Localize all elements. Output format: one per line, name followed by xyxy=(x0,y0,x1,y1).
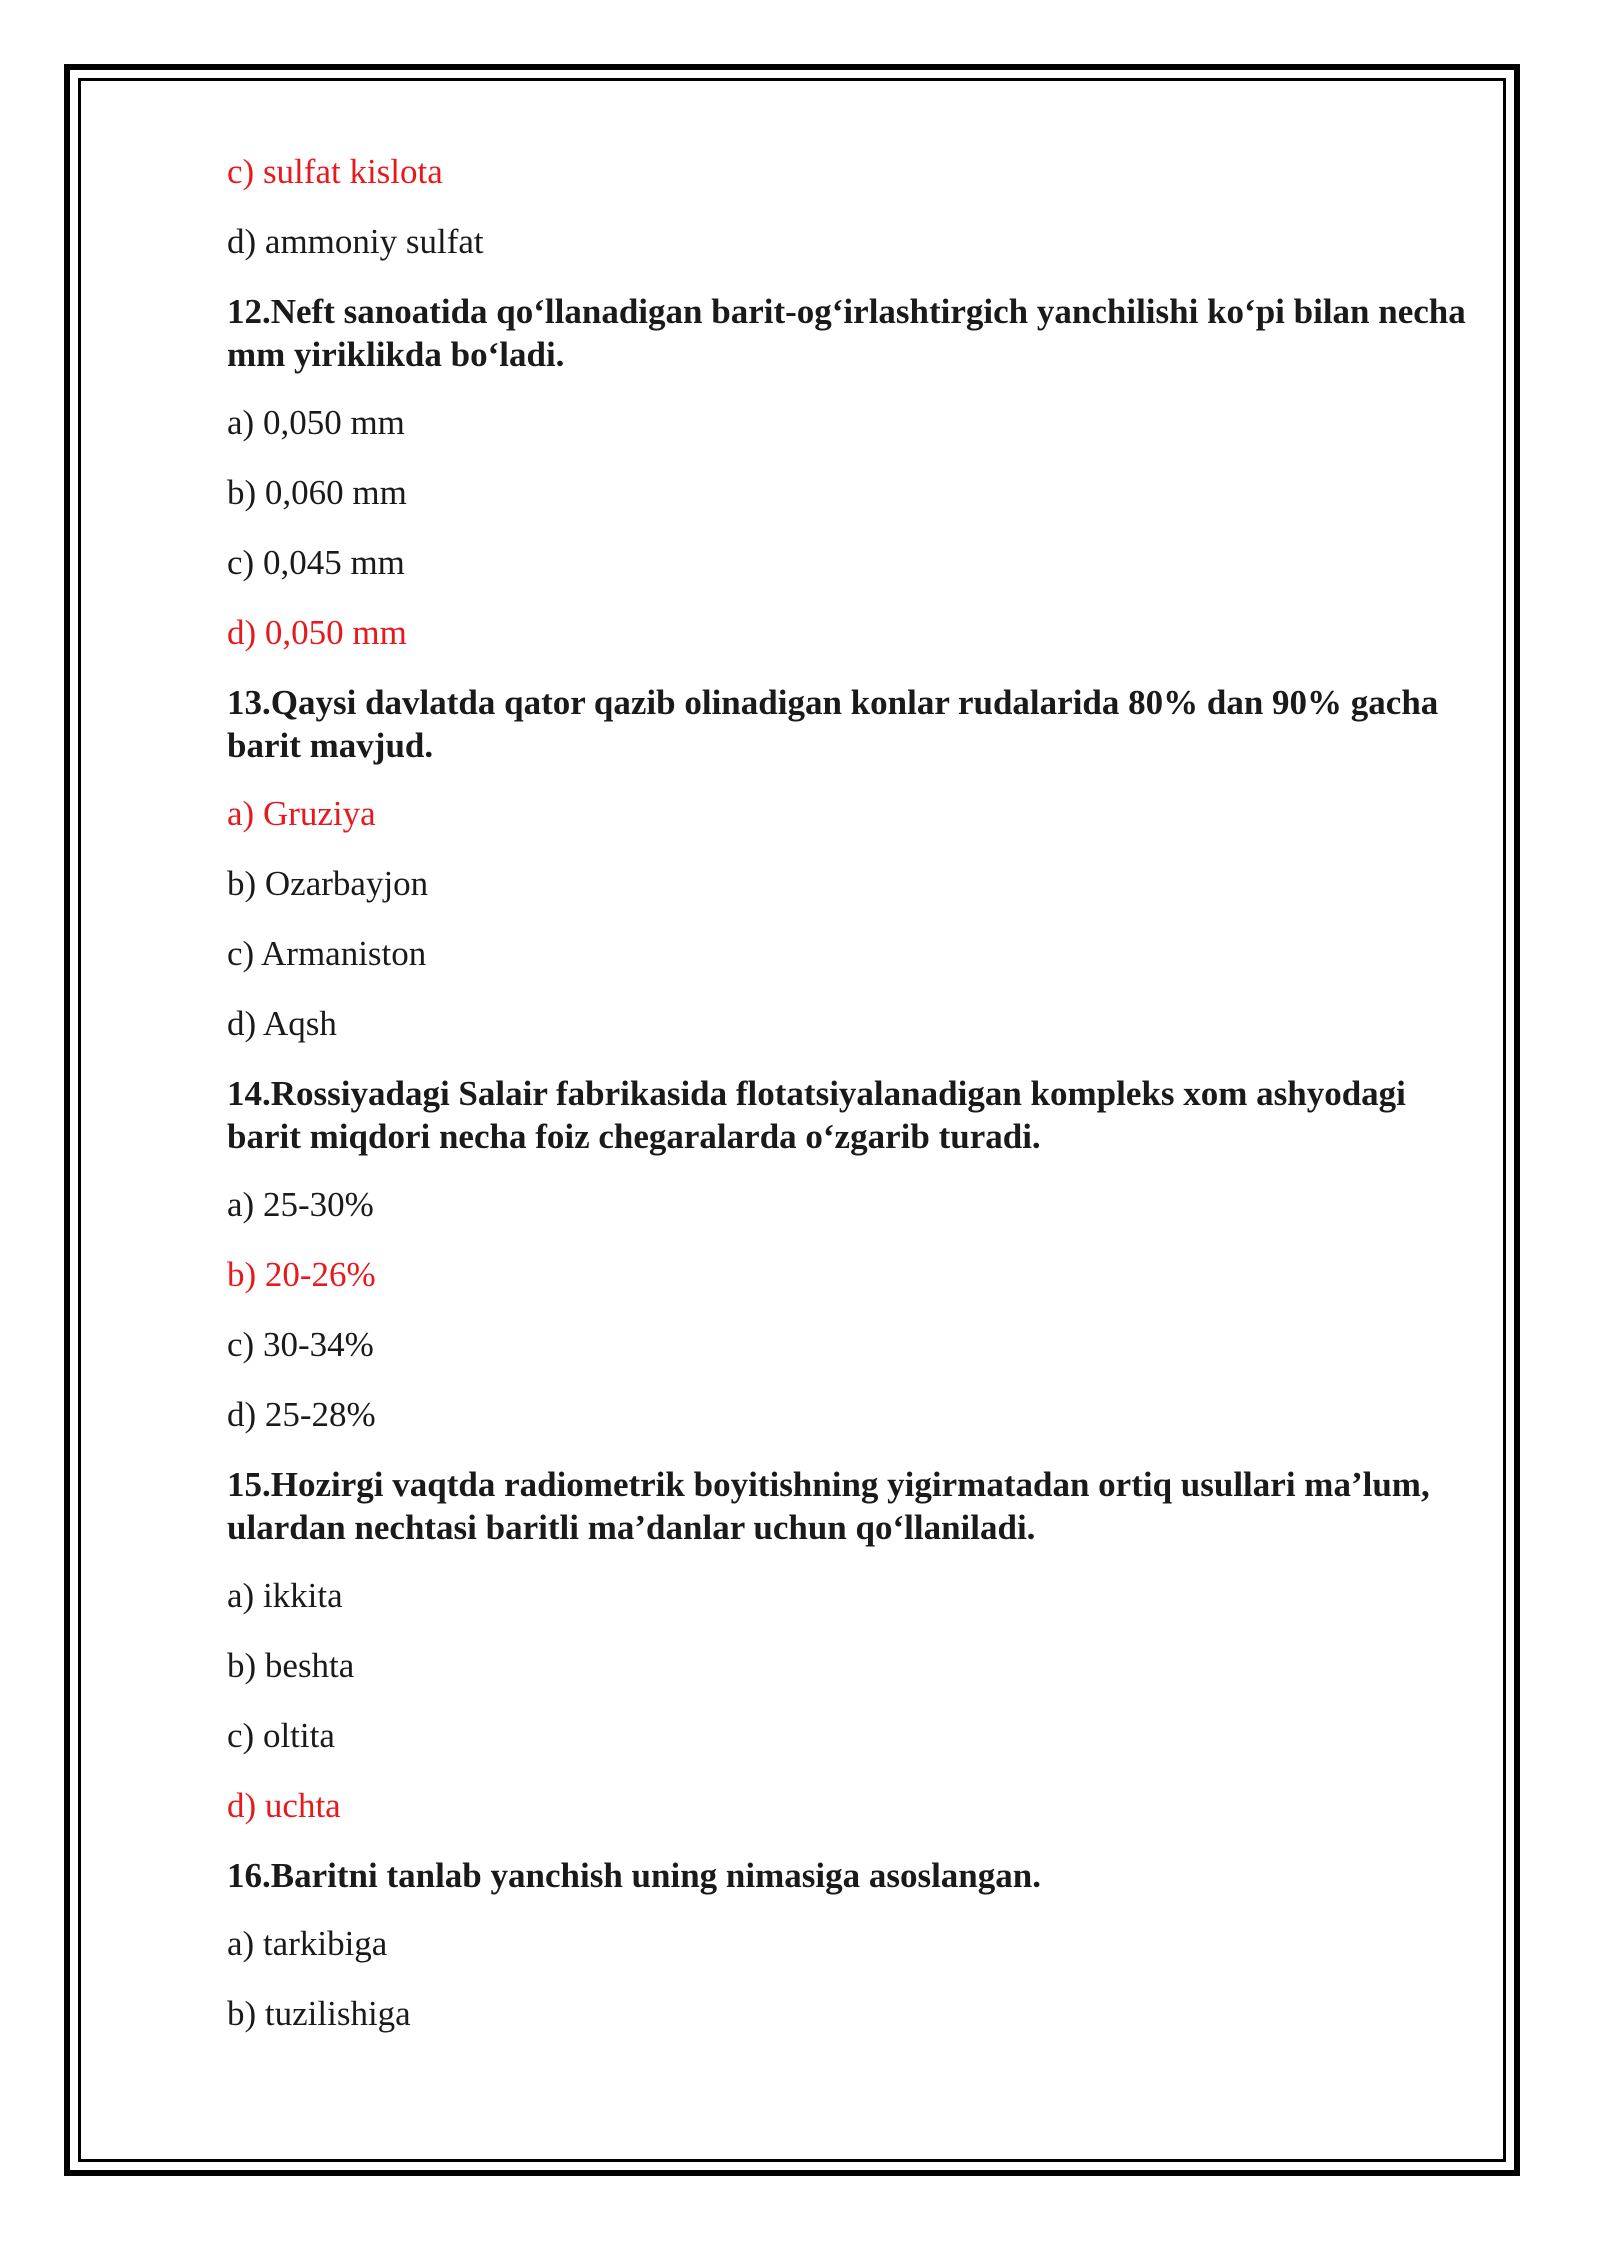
answer-option: d) 25-28% xyxy=(227,1395,376,1434)
question-15: 15.Hozirgi vaqtda radiometrik boyitishning yigirmatadan ortiq usullari ma’lum, ulardan nechtasi baritli ma’danlar uchun qo‘llaniladi. xyxy=(227,1465,1430,1547)
answer-option: d) ammoniy sulfat xyxy=(227,222,484,261)
answer-option: a) ikkita xyxy=(227,1576,343,1615)
answer-option: b) Ozarbayjon xyxy=(227,864,429,903)
answer-option: c) sulfat kislota xyxy=(227,152,443,191)
question-12: 12.Neft sanoatida qo‘llanadigan barit-og‘irlashtirgich yanchilishi ko‘pi bilan necha mm yiriklikda bo‘ladi. xyxy=(227,292,1466,374)
question-16: 16.Baritni tanlab yanchish uning nimasiga asoslangan. xyxy=(227,1856,1041,1895)
answer-option-correct: a) Gruziya xyxy=(227,794,376,833)
question-14: 14.Rossiyadagi Salair fabrikasida flotatsiyalanadigan kompleks xom ashyodagi barit miqdori necha foiz chegaralarda o‘zgarib turadi. xyxy=(227,1074,1406,1156)
answer-option: d) Aqsh xyxy=(227,1004,337,1043)
answer-option-correct: b) 20-26% xyxy=(227,1255,376,1294)
answer-option: c) oltita xyxy=(227,1716,335,1755)
answer-option: c) 30-34% xyxy=(227,1325,374,1364)
answer-option: b) tuzilishiga xyxy=(227,1994,411,2033)
answer-option-correct: d) 0,050 mm xyxy=(227,613,407,652)
answer-option-correct: d) uchta xyxy=(227,1786,341,1825)
answer-option: a) 25-30% xyxy=(227,1185,374,1224)
answer-option: b) beshta xyxy=(227,1646,355,1685)
answer-option: c) Armaniston xyxy=(227,934,427,973)
answer-option: a) tarkibiga xyxy=(227,1924,388,1963)
answer-option: a) 0,050 mm xyxy=(227,403,405,442)
question-13: 13.Qaysi davlatda qator qazib olinadigan konlar rudalarida 80% dan 90% gacha barit mavjud. xyxy=(227,683,1439,765)
answer-option: c) 0,045 mm xyxy=(227,543,405,582)
answer-option: b) 0,060 mm xyxy=(227,473,407,512)
document-content xyxy=(227,150,1467,2062)
